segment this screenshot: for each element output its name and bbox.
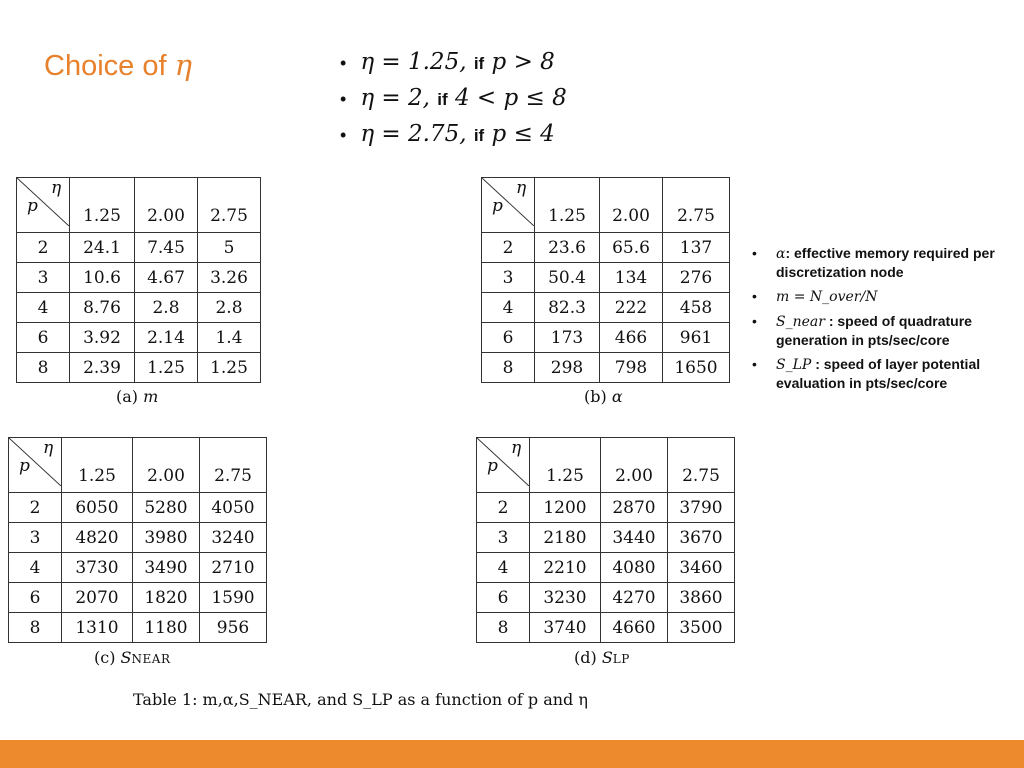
diagonal-line-icon <box>17 178 69 226</box>
table-row: 3 4820 3980 3240 <box>9 523 267 553</box>
table-row: 2 1200 2870 3790 <box>477 493 735 523</box>
table-caption: Table 1: m,α,S_NEAR, and S_LP as a function of p and η <box>133 690 588 709</box>
table-row: 8 298 798 1650 <box>482 353 730 383</box>
diagonal-line-icon <box>477 438 529 486</box>
table-row: 6 3230 4270 3860 <box>477 583 735 613</box>
caption-alpha: (b) α <box>584 387 623 406</box>
footer-bar <box>0 740 1024 768</box>
table-corner: η p <box>477 438 530 493</box>
table-row: 2 6050 5280 4050 <box>9 493 267 523</box>
table-row: 4 2210 4080 3460 <box>477 553 735 583</box>
table-row: 6 3.92 2.14 1.4 <box>17 323 261 353</box>
table-row: 4 3730 3490 2710 <box>9 553 267 583</box>
col-header: 2.75 <box>200 438 267 493</box>
diagonal-line-icon <box>482 178 534 226</box>
eta-rules-list <box>340 44 567 152</box>
col-header: 1.25 <box>535 178 600 233</box>
rule-item: • η = 1.25, if p > 8 <box>340 44 567 80</box>
rule-item: • η = 2, if 4 < p ≤ 8 <box>340 80 567 116</box>
col-header: 2.75 <box>198 178 261 233</box>
table-corner: η p <box>9 438 62 493</box>
col-header: 2.00 <box>600 178 663 233</box>
table-row: 3 2180 3440 3670 <box>477 523 735 553</box>
col-header: 1.25 <box>62 438 133 493</box>
col-header: 1.25 <box>530 438 601 493</box>
table-row: 6 173 466 961 <box>482 323 730 353</box>
slide-title: Choice of η <box>44 48 192 82</box>
definition-item: • α: effective memory required per discretization node <box>752 244 1002 281</box>
table-row: 2 23.6 65.6 137 <box>482 233 730 263</box>
col-header: 1.25 <box>70 178 135 233</box>
table-row: 3 10.6 4.67 3.26 <box>17 263 261 293</box>
table-row: 3 50.4 134 276 <box>482 263 730 293</box>
table-row: 2 24.1 7.45 5 <box>17 233 261 263</box>
col-header: 2.75 <box>668 438 735 493</box>
table-row: 4 8.76 2.8 2.8 <box>17 293 261 323</box>
table-alpha <box>481 177 730 383</box>
definition-item: • S_near : speed of quadrature generation in pts/sec/core <box>752 312 1002 349</box>
caption-slp: (d) SLP <box>574 648 630 667</box>
table-corner: η p <box>482 178 535 233</box>
table-row: 8 1310 1180 956 <box>9 613 267 643</box>
definition-item: • S_LP : speed of layer potential evaluation in pts/sec/core <box>752 355 1002 392</box>
table-snear <box>8 437 267 643</box>
rule-item: • η = 2.75, if p ≤ 4 <box>340 116 567 152</box>
table-row: 8 2.39 1.25 1.25 <box>17 353 261 383</box>
col-header: 2.00 <box>133 438 200 493</box>
diagonal-line-icon <box>9 438 61 486</box>
table-slp <box>476 437 735 643</box>
col-header: 2.00 <box>135 178 198 233</box>
table-corner: η p <box>17 178 70 233</box>
definition-item: • m = N_over/N <box>752 287 1002 306</box>
table-row: 4 82.3 222 458 <box>482 293 730 323</box>
col-header: 2.00 <box>601 438 668 493</box>
caption-snear: (c) SNEAR <box>94 648 171 667</box>
table-row: 6 2070 1820 1590 <box>9 583 267 613</box>
caption-m: (a) m <box>116 387 159 406</box>
table-row: 8 3740 4660 3500 <box>477 613 735 643</box>
definitions-list <box>752 244 1002 398</box>
table-m <box>16 177 261 383</box>
col-header: 2.75 <box>663 178 730 233</box>
